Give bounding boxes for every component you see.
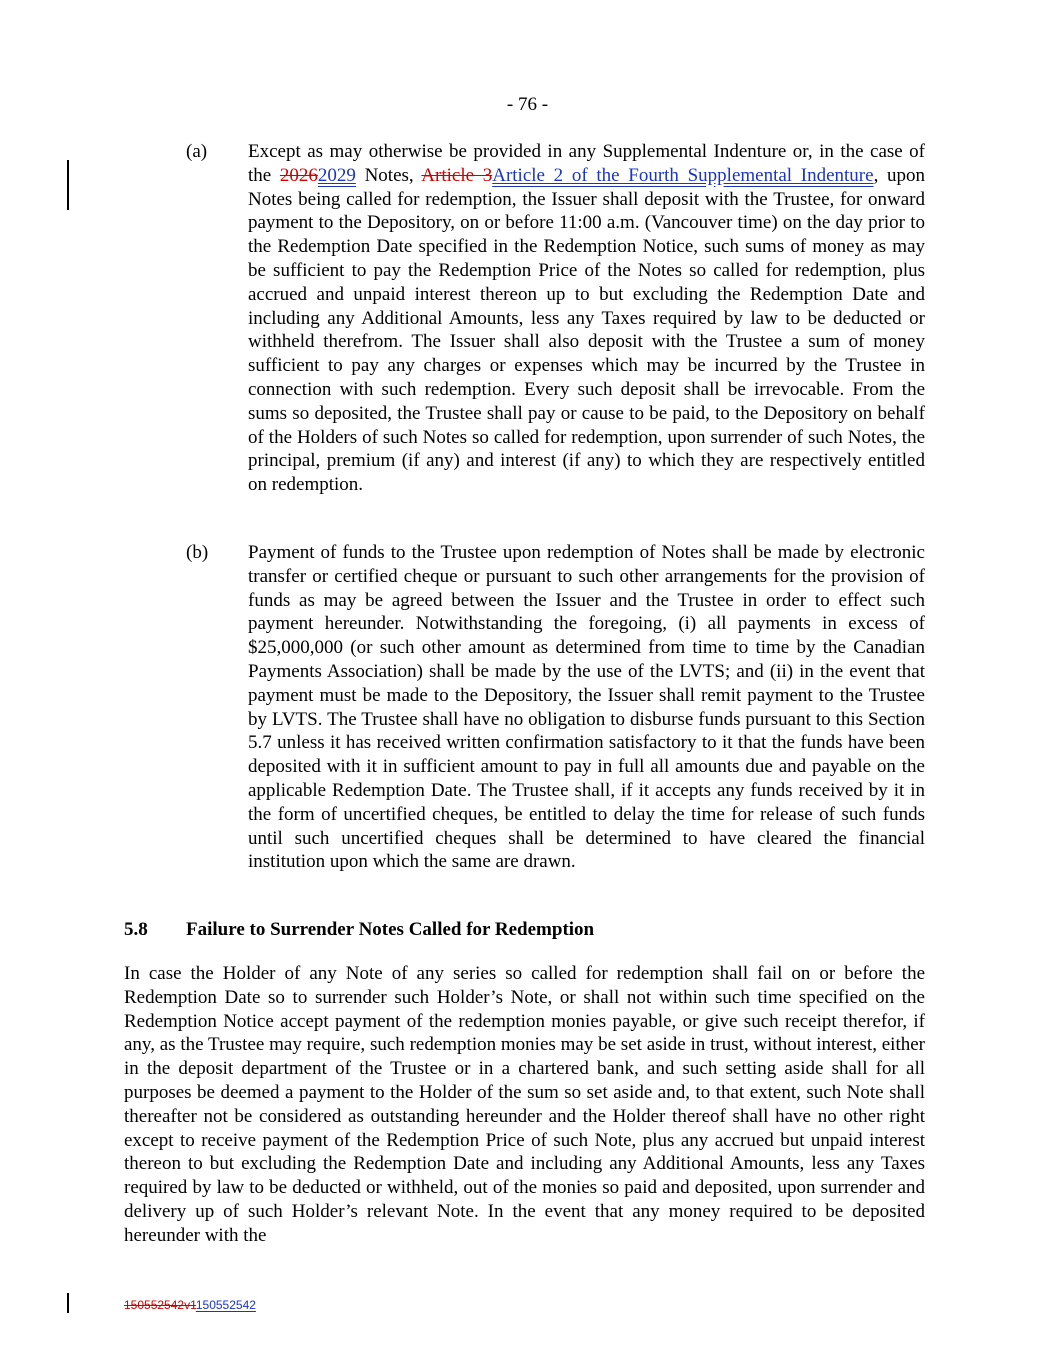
para-a-text-1: Except as may otherwise be provided in any Supplemental Indenture or, in the case of the (248, 141, 925, 186)
section-number: 5.8 (124, 919, 148, 940)
change-bar (67, 160, 69, 210)
para-a-text-2: Notes, (355, 164, 422, 186)
inserted-year: 2029 (317, 164, 356, 186)
para-a-label: (a) (186, 141, 208, 162)
page-number: - 76 - (506, 94, 549, 115)
deleted-article: Article 3 (421, 164, 493, 186)
para-b-label: (b) (186, 542, 209, 563)
para-a-text-3: , upon Notes being called for redemption, the Issuer shall deposit with the Trustee, for onward payment to the Depository, on or before 11:00 a.m. (Vancouver time) on the day prior to the Redemption Date specified in the Redemption Notice, such sums of money as may be sufficient to pay the Redemption Price of the Notes so called for redemption, plus accrued and unpaid interest thereon up to but excluding the Redemption Date and including any Additional Amounts, less any Taxes required by law to be deducted or withheld therefrom. The Issuer shall also deposit with the Trustee a sum of money sufficient to pay any charges or expenses which may be incurred by the Trustee in connection with such redemption. Every such deposit shall be irrevocable. From the sums so deposited, the Trustee shall pay or cause to be paid, to the Depository on behalf of the Holders of such Notes so called for redemption, upon surrender of such Notes, the principal, premium (if any) and interest (if any) to which they are respectively entitled on redemption. (248, 164, 925, 496)
document-id (124, 1298, 256, 1312)
section-title: Failure to Surrender Notes Called for Redemption (186, 919, 595, 940)
para-a-text (248, 140, 925, 497)
section-body-text: In case the Holder of any Note of any series so called for redemption shall fail on or before the Redemption Date so to surrender such Holder’s Note, or shall not within such time specified on the Redemption Notice accept payment of the redemption monies payable, or give such receipt therefor, if any, as the Trustee may require, such redemption monies may be set aside in trust, without interest, either in the deposit department of the Trustee or in a chartered bank, and such setting aside shall for all purposes be deemed a payment to the Holder of the sum so set aside and, to that extent, such Note shall thereafter not be considered as outstanding hereunder and the Holder thereof shall have no other right except to receive payment of the Redemption Price of such Note, plus any accrued but unpaid interest thereon to but excluding the Redemption Date and including any Additional Amounts, less any Taxes required by law to be deducted or withheld, out of the monies so paid and deposited, upon surrender and delivery up of such Holder’s relevant Note. In the event that any money required to be deposited hereunder with the (124, 963, 925, 1246)
inserted-document-id: 150552542 (195, 1298, 256, 1312)
deleted-document-id: 150552542v1 (124, 1298, 196, 1312)
inserted-article: Article 2 of the Fourth Supplemental Indenture (492, 164, 874, 186)
deleted-year: 2026 (279, 164, 318, 186)
para-b-text: Payment of funds to the Trustee upon redemption of Notes shall be made by electronic transfer or certified cheque or pursuant to such other arrangements for the provision of funds as may be agreed between the Issuer and the Trustee in order to effect such payment hereunder. Notwithstanding the foregoing, (i) all payments in excess of $25,000,000 (or such other amount as determined from time to time by the Canadian Payments Association) shall be made by the use of the LVTS; and (ii) in the event that payment must be made to the Depository, the Issuer shall remit payment to the Trustee by LVTS. The Trustee shall have no obligation to disburse funds pursuant to this Section 5.7 unless it has received written confirmation satisfactory to it that the funds have been deposited with it in sufficient amount to pay in full all amounts due and payable on the applicable Redemption Date. The Trustee shall, if it accepts any funds received by it in the form of uncertified cheques, be entitled to delay the time for release of such funds until such uncertified cheques shall be determined to have cleared the financial institution upon which the same are drawn. (248, 542, 925, 873)
footer-change-bar (67, 1293, 69, 1313)
